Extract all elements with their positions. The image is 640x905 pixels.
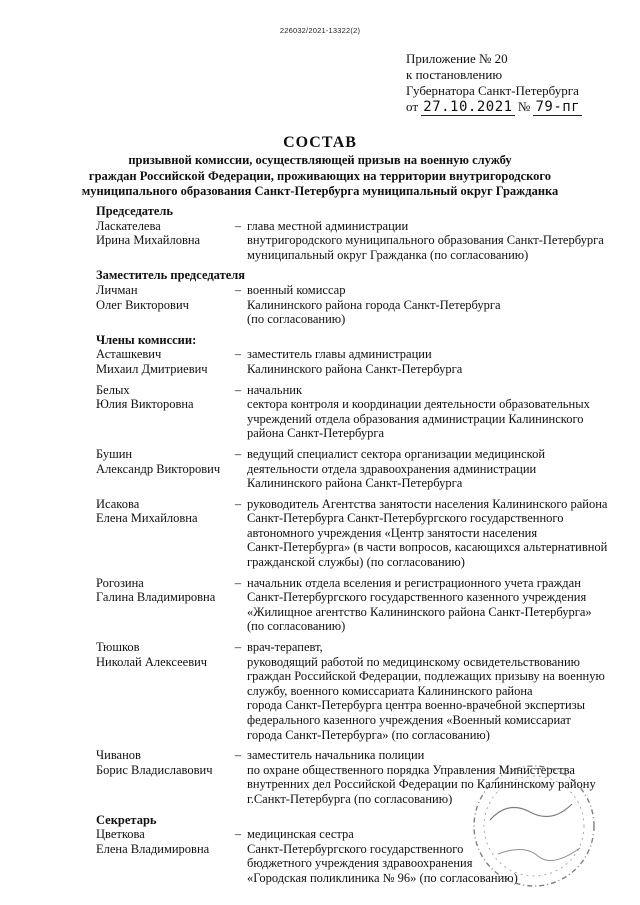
appendix-date-line — [406, 99, 582, 116]
resolution-number: 79-пг — [535, 99, 581, 115]
member-position-line: Санкт-Петербургского государственного — [247, 841, 464, 856]
section-title: Председатель — [96, 204, 174, 218]
member-name — [96, 447, 231, 491]
member-dash: – — [234, 748, 242, 763]
member-position-line: заместитель начальника полиции — [247, 748, 425, 763]
seal-stamp — [468, 760, 600, 892]
member-name-line: Николай Алексеевич — [96, 654, 208, 669]
member-position — [245, 447, 626, 491]
member-name-line: Бушин — [96, 446, 133, 461]
member-dash: – — [234, 347, 242, 362]
member-name — [96, 640, 231, 742]
member-name-line: Ласкателева — [96, 218, 161, 233]
member-name — [96, 219, 231, 263]
title-block — [0, 133, 640, 200]
member-position-line: «Жилищное агентство Калининского района Санкт-Петербурга» — [247, 604, 592, 619]
member-row — [96, 640, 626, 742]
member-name-line: Исакова — [96, 496, 140, 511]
member-position — [245, 347, 626, 376]
roster-section — [96, 333, 626, 807]
appendix-governor: Губернатора Санкт-Петербурга — [406, 83, 579, 98]
member-name — [96, 576, 231, 634]
member-position-line: города Санкт-Петербурга» (по согласованию) — [247, 727, 490, 742]
appendix-header — [406, 51, 582, 116]
member-position — [245, 383, 626, 441]
member-name — [96, 748, 231, 806]
appendix-resolution: к постановлению — [406, 67, 503, 82]
member-row — [96, 283, 626, 327]
member-position — [245, 497, 626, 570]
member-row — [96, 576, 626, 634]
appendix-number: Приложение № 20 — [406, 51, 508, 66]
member-position-line: начальник отдела вселения и регистрационного учета граждан — [247, 575, 581, 590]
member-name-line: Юлия Викторовна — [96, 397, 194, 412]
member-position-line: Калининского района Санкт-Петербурга — [247, 476, 463, 491]
member-position-line: заместитель главы администрации — [247, 347, 432, 362]
member-position-line: учреждений отдела образования администрации Калининского — [247, 411, 584, 426]
member-position-line: службу, военного комиссариата Калининского района — [247, 683, 533, 698]
member-position-line: автономного учреждения «Центр занятости населения — [247, 525, 538, 540]
member-dash: – — [234, 446, 242, 461]
member-position-line: ведущий специалист сектора организации медицинской — [247, 446, 546, 461]
member-name-line: Борис Владиславович — [96, 762, 213, 777]
member-position-line: г.Санкт-Петербурга (по согласованию) — [247, 791, 453, 806]
member-position-line: Санкт-Петербурга» (в части вопросов, касающихся альтернативной — [247, 540, 608, 555]
member-position-line: Санкт-Петербурга Санкт-Петербургского государственного — [247, 511, 564, 526]
member-position-line: города Санкт-Петербурга центра военно-врачебной экспертизы — [247, 698, 586, 713]
member-position-line: гражданской службы) (по согласованию) — [247, 555, 465, 570]
member-name-line: Михаил Дмитриевич — [96, 361, 208, 376]
member-position-line: руководящий работой по медицинскому освидетельствованию — [247, 654, 580, 669]
member-position-line: Калининского района Санкт-Петербурга — [247, 361, 463, 376]
member-name-line: Галина Владимировна — [96, 590, 216, 605]
number-label: № — [517, 99, 531, 114]
member-position-line: района Санкт-Петербурга — [247, 426, 385, 441]
member-position-line: начальник — [247, 382, 303, 397]
section-title: Члены комиссии: — [96, 332, 197, 347]
member-name-line: Цветкова — [96, 827, 145, 842]
member-dash: – — [234, 496, 242, 511]
member-name-line: Асташкевич — [96, 347, 162, 362]
member-name-line: Рогозина — [96, 575, 144, 590]
member-row — [96, 383, 626, 441]
member-dash: – — [234, 575, 242, 590]
member-name-line: Белых — [96, 382, 130, 397]
member-row — [96, 497, 626, 570]
member-row — [96, 347, 626, 376]
subtitle-line: муниципального образования Санкт-Петербурга муниципальный округ Гражданка — [81, 184, 559, 198]
member-position — [245, 283, 626, 327]
member-position-line: бюджетного учреждения здравоохранения — [247, 856, 473, 871]
member-dash: – — [234, 382, 242, 397]
member-name — [96, 347, 231, 376]
member-name-line: Чиванов — [96, 748, 141, 763]
member-position-line: руководитель Агентства занятости населения Калининского района — [247, 496, 608, 511]
member-position-line: Санкт-Петербургского государственного казенного учреждения — [247, 590, 587, 605]
member-name-line: Личман — [96, 282, 138, 297]
member-position-line: (по согласованию) — [247, 619, 346, 634]
member-name-line: Ирина Михайловна — [96, 233, 201, 248]
member-position-line: глава местной администрации — [247, 218, 409, 233]
member-position-line: внутригородского муниципального образования Санкт-Петербурга — [247, 233, 604, 248]
member-dash: – — [234, 282, 242, 297]
member-position-line: федерального казенного учреждения «Военный комиссариат — [247, 713, 571, 727]
member-position-line: (по согласованию) — [247, 312, 346, 327]
subtitle-line: граждан Российской Федерации, проживающих на территории внутригородского — [88, 168, 552, 183]
from-label: от — [406, 99, 419, 114]
member-dash: – — [234, 218, 242, 233]
document-id: 226032/2021-13322(2) — [279, 26, 361, 35]
member-position-line: врач-терапевт, — [247, 640, 323, 655]
member-position-line: внутренних дел Российской Федерации по Калининскому району — [247, 777, 596, 792]
page-title: СОСТАВ — [283, 134, 357, 151]
roster-section — [96, 268, 626, 326]
member-name-line: Тюшков — [96, 640, 140, 655]
member-name-line: Елена Владимировна — [96, 841, 210, 856]
resolution-date: 27.10.2021 — [423, 99, 513, 115]
member-dash: – — [234, 640, 242, 655]
section-title: Заместитель председателя — [96, 268, 246, 283]
member-name-line: Елена Михайловна — [96, 511, 198, 526]
member-name — [96, 827, 231, 885]
member-position-line: деятельности отдела здравоохранения администрации — [247, 461, 537, 476]
member-position — [245, 576, 626, 634]
member-name — [96, 283, 231, 327]
roster-section — [96, 204, 626, 262]
member-row — [96, 447, 626, 491]
member-position-line: сектора контроля и координации деятельности образовательных — [247, 397, 590, 412]
member-name — [96, 497, 231, 570]
member-name-line: Александр Викторович — [96, 461, 221, 476]
member-position-line: Калининского района города Санкт-Петербурга — [247, 297, 501, 312]
member-position-line: по охране общественного порядка Управления Министерства — [247, 762, 575, 777]
member-name — [96, 383, 231, 441]
member-position-line: муниципальный округ Гражданка (по согласованию) — [247, 247, 529, 262]
member-position-line: граждан Российской Федерации, подлежащих призыву на военную — [247, 669, 605, 684]
member-position-line: «Городская поликлиника № 96» (по согласованию) — [247, 870, 518, 885]
member-position — [245, 640, 626, 742]
member-position-line: военный комиссар — [247, 282, 346, 297]
member-dash: – — [234, 827, 242, 842]
section-title: Секретарь — [96, 812, 157, 827]
member-position-line: медицинская сестра — [247, 827, 354, 842]
member-name-line: Олег Викторович — [96, 297, 189, 312]
member-position — [245, 219, 626, 263]
member-row — [96, 219, 626, 263]
subtitle-line: призывной комиссии, осуществляющей призыв на военную службу — [128, 153, 512, 167]
